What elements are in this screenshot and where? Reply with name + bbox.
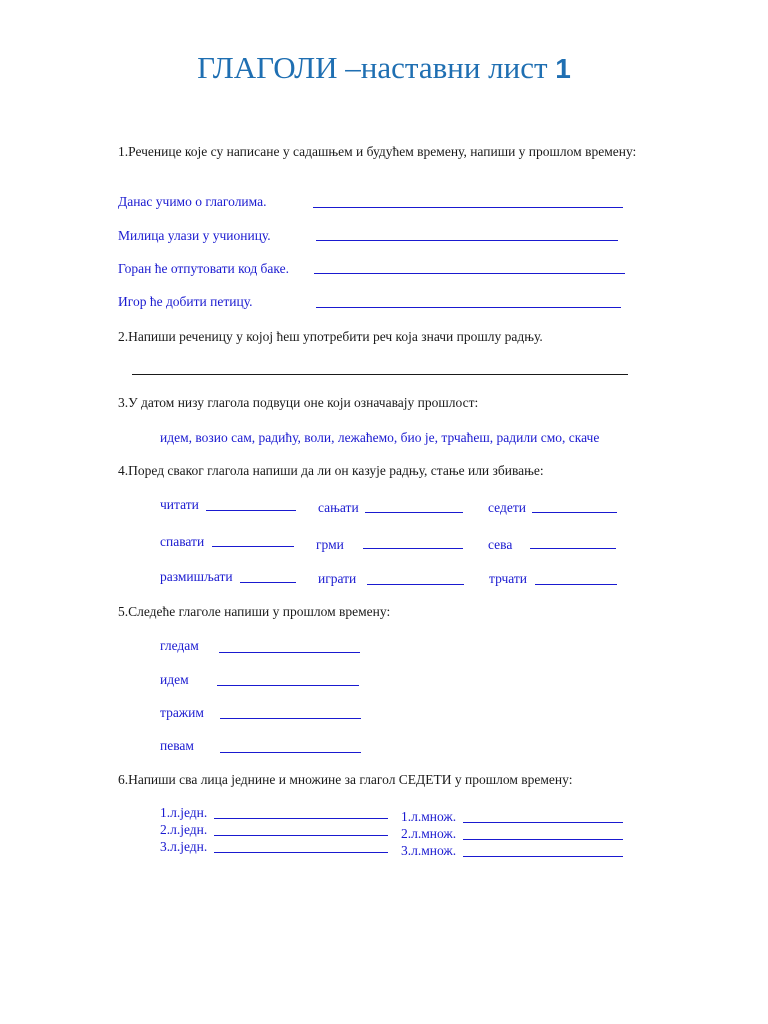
- q5-verb-gledam: гледам: [160, 638, 199, 653]
- q4-answer-line[interactable]: [530, 548, 616, 549]
- q4-answer-line[interactable]: [535, 584, 617, 585]
- title-number: 1: [555, 53, 571, 84]
- question-3: 3.У датом низу глагола подвуци оне који означавају прошлост:: [118, 395, 479, 410]
- q6-plural-3: 3.л.множ.: [401, 843, 457, 858]
- q5-answer-line[interactable]: [220, 718, 361, 719]
- q1-sentence-1: Данас учимо о глаголима.: [118, 194, 267, 209]
- q6-answer-line[interactable]: [463, 822, 623, 823]
- q4-answer-line[interactable]: [365, 512, 463, 513]
- q4-verb-razmisljati: размишљати: [160, 569, 233, 584]
- q4-answer-line[interactable]: [240, 582, 296, 583]
- q4-answer-line[interactable]: [206, 510, 296, 511]
- q4-verb-igrati: играти: [318, 571, 357, 586]
- question-1: 1.Реченице које су написане у садашњем и будућем времену, напиши у прошлом времену:: [118, 144, 637, 159]
- q6-singular-2: 2.л.једн.: [160, 822, 208, 837]
- q4-verb-seva: сева: [488, 537, 513, 552]
- q1-sentence-4: Игор ће добити петицу.: [118, 294, 253, 309]
- q5-answer-line[interactable]: [219, 652, 360, 653]
- q1-sentence-3: Горан ће отпутовати код баке.: [118, 261, 290, 276]
- q6-answer-line[interactable]: [214, 835, 388, 836]
- q6-singular-3: 3.л.једн.: [160, 839, 208, 854]
- q5-verb-trazim: тражим: [160, 705, 204, 720]
- q5-answer-line[interactable]: [217, 685, 359, 686]
- q1-answer-line-2[interactable]: [316, 240, 618, 241]
- title-text: ГЛАГОЛИ –наставни лист: [197, 50, 548, 85]
- q6-singular-1: 1.л.једн.: [160, 805, 208, 820]
- q6-plural-2: 2.л.множ.: [401, 826, 457, 841]
- q4-verb-sedeti: седети: [488, 500, 526, 515]
- q2-answer-line[interactable]: [132, 374, 628, 375]
- q4-answer-line[interactable]: [367, 584, 464, 585]
- q3-verb-list: идем, возио сам, радићу, воли, лежаћемо, био је, трчаћеш, радили смо, скаче: [160, 430, 600, 445]
- q4-answer-line[interactable]: [212, 546, 294, 547]
- q1-answer-line-3[interactable]: [314, 273, 625, 274]
- q1-answer-line-1[interactable]: [313, 207, 623, 208]
- q4-verb-chitati: читати: [160, 497, 199, 512]
- q5-answer-line[interactable]: [220, 752, 361, 753]
- q5-verb-idem: идем: [160, 672, 189, 687]
- question-5: 5.Следеће глаголе напиши у прошлом времену:: [118, 604, 391, 619]
- question-6: 6.Напиши сва лица једнине и множине за глагол СЕДЕТИ у прошлом времену:: [118, 772, 573, 787]
- question-4: 4.Поред сваког глагола напиши да ли он казује радњу, стање или збивање:: [118, 463, 544, 478]
- q4-verb-trchati: трчати: [489, 571, 528, 586]
- q4-verb-grmi: грми: [316, 537, 344, 552]
- q6-answer-line[interactable]: [463, 839, 623, 840]
- q4-verb-spavati: спавати: [160, 534, 205, 549]
- q6-answer-line[interactable]: [463, 856, 623, 857]
- question-2: 2.Напиши реченицу у којој ћеш употребити реч која значи прошлу радњу.: [118, 329, 543, 344]
- q4-answer-line[interactable]: [363, 548, 463, 549]
- q6-answer-line[interactable]: [214, 818, 388, 819]
- q4-answer-line[interactable]: [532, 512, 617, 513]
- q6-answer-line[interactable]: [214, 852, 388, 853]
- q5-verb-pevam: певам: [160, 738, 194, 753]
- q1-answer-line-4[interactable]: [316, 307, 621, 308]
- q1-sentence-2: Милица улази у учионицу.: [118, 228, 271, 243]
- q6-plural-1: 1.л.множ.: [401, 809, 457, 824]
- q4-verb-sanjati: сањати: [318, 500, 359, 515]
- page-title: [0, 50, 768, 86]
